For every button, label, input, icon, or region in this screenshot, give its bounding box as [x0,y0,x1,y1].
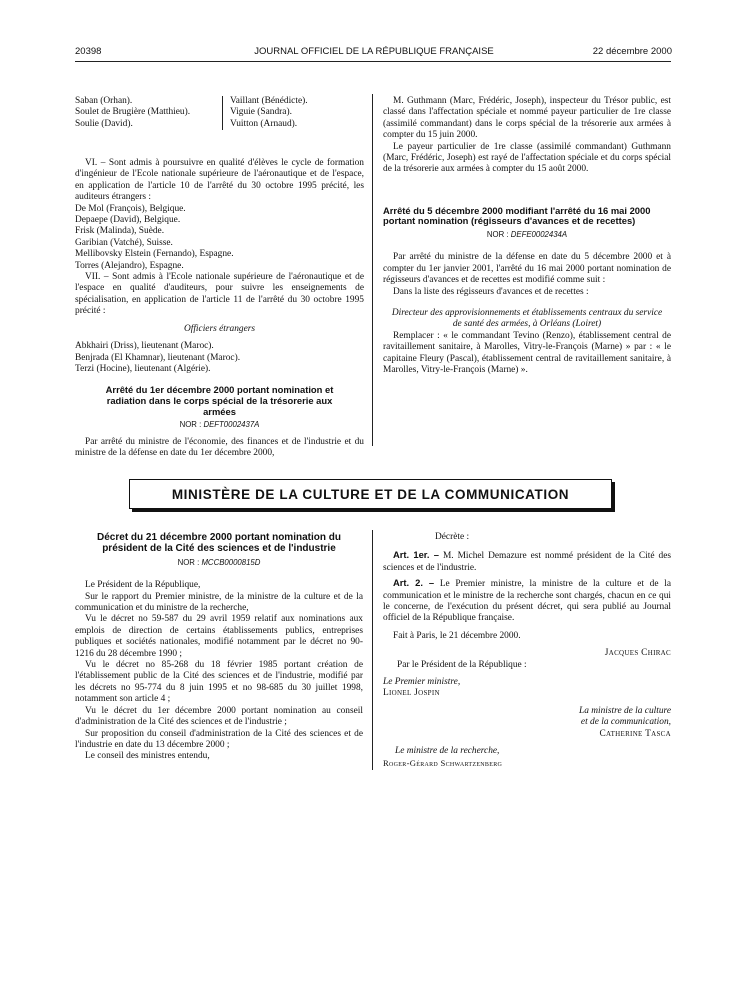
pm-title: Le Premier ministre, [383,677,461,688]
officers-list [75,341,364,375]
list-item: Garibian (Vatché), Suisse. [75,237,173,248]
research-title: Le ministre de la recherche, [395,746,500,757]
issue-date: 22 décembre 2000 [592,46,672,57]
paragraph: Le payeur particulier de 1re classe (assimilé commandant) Guthmann (Marc, Frédéric, Joseph) est rayé de l'affectation spéciale et du corps spécial de la trésorerie aux armées à compter du 15 août 2000. [383,141,671,175]
list-item: Terzi (Hocine), lieutenant (Algérie). [75,363,211,374]
list-item: Vaillant (Bénédicte). [230,96,308,106]
ministry-banner: MINISTÈRE DE LA CULTURE ET DE LA COMMUNICATION [129,479,612,509]
list-item: De Mol (François), Belgique. [75,203,186,214]
signature-date: Fait à Paris, le 21 décembre 2000. [393,630,521,641]
arrete-text: Par arrêté du ministre de l'économie, des finances et de l'industrie et du ministre de la défense en date du 1er décembre 2000, [75,436,364,458]
arrete-title: Arrêté du 5 décembre 2000 modifiant l'arrêté du 16 mai 2000 portant nomination (régisseurs d'avances et de recettes) [383,204,651,227]
paragraph-vii: VII. – Sont admis à l'Ecole nationale supérieure de l'aéronautique et de l'espace en qualité d'auditeurs, pour suivre les enseignements de spécialisation, en application de l'article 11 de l'arrêté du 30 octobre 1995 précité : [75,272,364,317]
student-names-right [230,96,308,130]
decrete-label: Décrète : [435,532,470,542]
list-item: Vuitton (Arnaud). [230,118,298,129]
header-rule [75,61,671,62]
top-right-column [383,96,671,377]
arrete-title: Arrêté du 1er décembre 2000 portant nomination et radiation dans le corps spécial de la trésorerie aux armées [105,384,334,417]
nor-reference: NOR : DEFE0002434A [486,230,568,240]
paragraph: M. Guthmann (Marc, Frédéric, Joseph), inspecteur du Trésor public, est classé dans l'affectation spéciale et nommé payeur particulier de 1re classe (assimilé commandant) dans le corps spécial de la trésorerie aux armées à compter du 15 juin 2000. [383,96,671,141]
director-heading: Directeur des approvisionnements et établissements centraux du service de santé des armées, à Orléans (Loiret) [391,308,663,330]
culture-title: La ministre de la culture [578,705,671,716]
paragraph: Dans la liste des régisseurs d'avances et de recettes : [393,286,589,297]
list-item: Soulie (David). [75,118,133,129]
list-item: Soulet de Brugière (Matthieu). [75,107,191,118]
list-item: Frisk (Malinda), Suède. [75,226,165,237]
paragraph: Sur le rapport du Premier ministre, de la ministre de la culture et de la communication et du ministre de la recherche, [75,591,363,614]
list-item: Saban (Orhan). [75,96,133,106]
list-item: Viguie (Sandra). [230,107,292,118]
paragraph: Le conseil des ministres entendu, [85,751,210,762]
paragraph-vi: VI. – Sont admis à poursuivre en qualité d'élèves le cycle de formation d'ingénieur de l'Ecole nationale supérieure de l'aéronautique et de l'espace, en application de l'article 10 de l'arrêté du 30 octobre 1995 précité, les auditeurs étrangers : [75,158,364,203]
column-divider [372,530,373,770]
culture-name: Catherine Tasca [599,728,671,739]
decret-left-column [75,532,363,763]
paragraph: Vu le décret du 1er décembre 2000 portant nomination au conseil d'administration de la Cité des sciences et de l'industrie ; [75,705,363,728]
paragraph: Remplacer : « le commandant Tevino (Renzo), établissement central de ravitaillement sanitaire, à Marolles, Vitry-le-François (Marne) » par : « le capitaine Fleury (Pascal), établissement central de ravitaillement sanitaire, à Marolles, Vitry-le-François (Marne) ». [383,330,671,376]
list-item: Mellibovsky Elstein (Fernando), Espagne. [75,249,234,260]
journal-title: JOURNAL OFFICIEL DE LA RÉPUBLIQUE FRANÇAISE [254,46,494,57]
top-left-column [75,158,364,459]
paragraph: Vu le décret no 85-268 du 18 février 1985 portant création de l'établissement public de la Cité des sciences et de l'industrie, modifié par les décrets no 95-774 du 8 juin 1995 et no 98-685 du 30 juillet 1998, notamment son article 4 ; [75,660,363,705]
names-divider [222,96,223,130]
president-signature: Jacques Chirac [604,648,671,659]
paragraph: Sur proposition du conseil d'administration de la Cité des sciences et de l'industrie en date du 13 décembre 2000 ; [75,728,363,750]
paragraph: Le Président de la République, [85,580,201,591]
foreign-auditors-list [75,204,364,272]
pm-name: Lionel Jospin [383,688,440,699]
article-2: Art. 2. – Le Premier ministre, la ministre de la culture et de la communication et le ministre de la recherche sont chargés, chacun en ce qui le concerne, de l'exécution du présent décret, qui sera publié au Journal officiel de la République française. [383,577,671,624]
officers-heading: Officiers étrangers [183,323,256,334]
decret-right-column [383,532,671,769]
list-item: Benjrada (El Khamnar), lieutenant (Maroc). [75,352,241,363]
page-number: 20398 [75,46,102,57]
par-le-president: Par le Président de la République : [397,659,527,670]
culture-title: et de la communication, [580,717,671,728]
paragraph: Par arrêté du ministre de la défense en date du 5 décembre 2000 et à compter du 1er janvier 2001, l'arrêté du 16 mai 2000 portant nomination de régisseurs d'avances et de recettes est modifié comme suit : [383,252,671,286]
list-item: Torres (Alejandro), Espagne. [75,260,184,271]
research-name: Roger-Gérard Schwartzenberg [383,757,503,768]
list-item: Depaepe (David), Belgique. [75,215,181,226]
paragraph: Vu le décret no 59-587 du 29 avril 1959 relatif aux nominations aux emplois de direction de certains établissements publics, entreprises publiques et sociétés nationales, modifié notamment par le décret no 90-1216 du 28 décembre 1990 ; [75,614,363,659]
student-names-left [75,96,190,130]
nor-reference: NOR : MCCB0000815D [177,557,261,567]
list-item: Abkhairi (Driss), lieutenant (Maroc). [75,341,214,352]
article-1: Art. 1er. – M. Michel Demazure est nommé président de la Cité des sciences et de l'industrie. [383,549,672,573]
column-divider [372,94,373,446]
decret-title: Décret du 21 décembre 2000 portant nomination du président de la Cité des sciences et de l'industrie [97,532,341,555]
nor-reference: NOR : DEFT0002437A [179,420,260,430]
